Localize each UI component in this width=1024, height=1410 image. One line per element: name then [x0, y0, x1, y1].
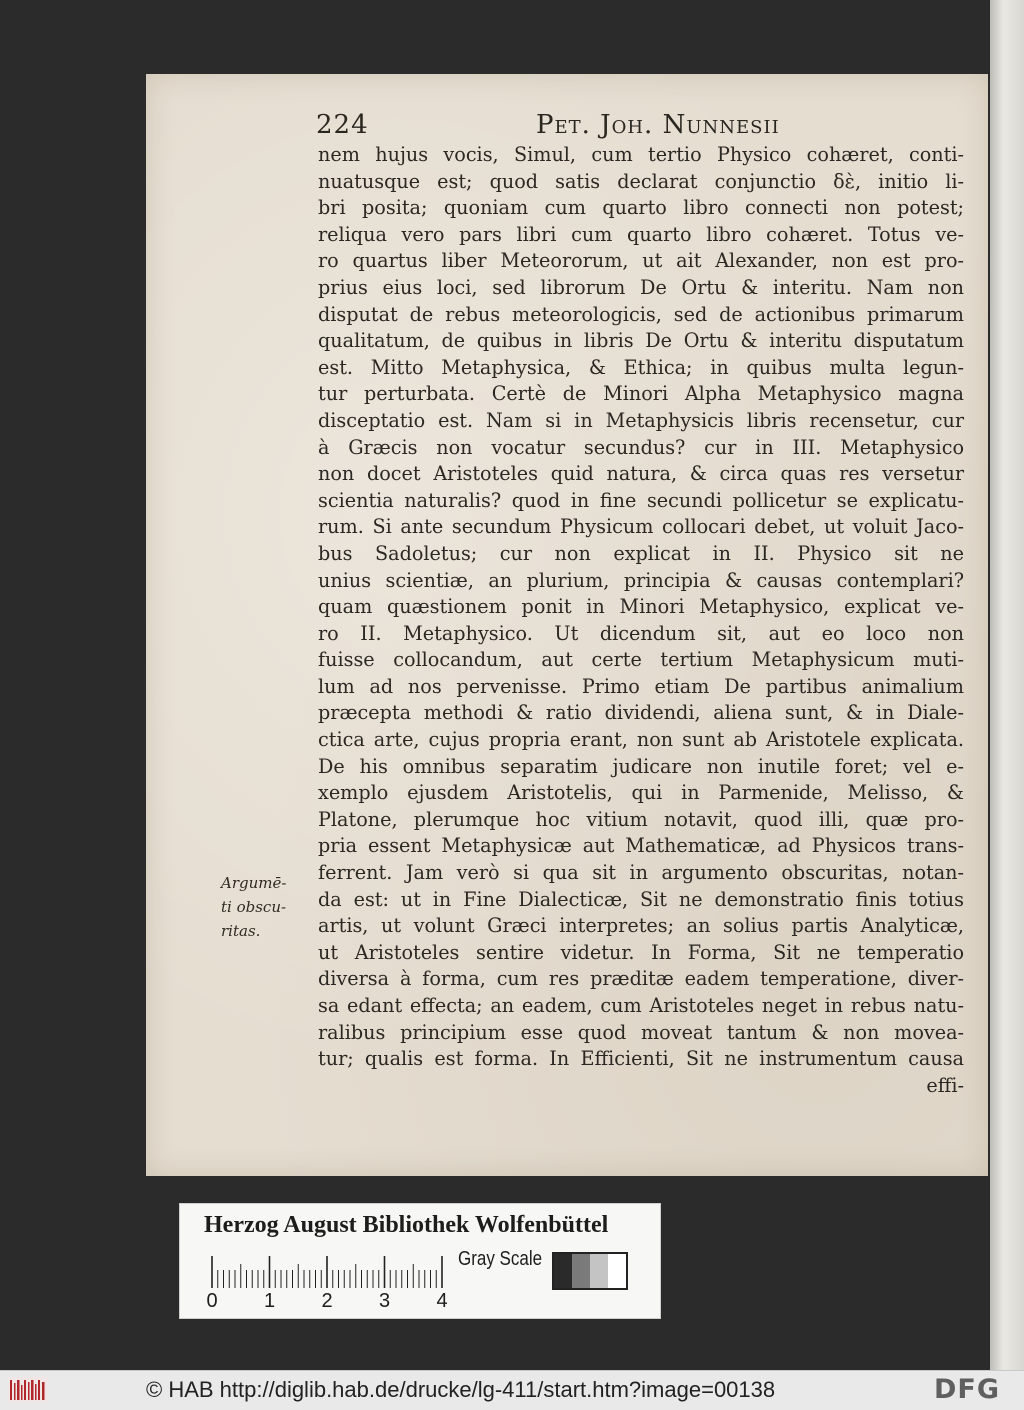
text-line: nem hujus vocis, Simul, cum tertio Physico cohæret, conti- [318, 143, 964, 166]
text-line: tur perturbata. Certè de Minori Alpha Metaphysico magna [318, 382, 964, 406]
text-line: lum ad nos pervenisse. Primo etiam De partibus animalium [318, 674, 964, 698]
text-line: prius eius loci, sed librorum De Ortu & interitu. Nam non [318, 275, 964, 299]
text-line: artis, ut volunt Græci interpretes; an solius partis Analyticæ, [318, 914, 964, 938]
running-title: Pet. Joh. Nunnesii [536, 110, 780, 140]
text-line: disputat de rebus meteorologicis, sed de actionibus primarum [318, 302, 964, 326]
text-line: ut Aristoteles sentire videtur. In Forma, Sit ne temperatio [318, 940, 964, 964]
gray-scale-label: Gray Scale [458, 1248, 543, 1270]
ruler-ticks [208, 1254, 448, 1294]
text-line: ferrent. Jam verò si qua sit in argumento obscuritas, notan- [318, 861, 964, 885]
institution-name: Herzog August Bibliothek Wolfenbüttel [204, 1212, 609, 1238]
text-line: sa edant effecta; an eadem, cum Aristoteles neget in rebus natu- [318, 994, 964, 1017]
margin-note-line: Argumē- [221, 874, 287, 892]
text-line: ralibus principium esse quod moveat tantum & non movea- [318, 1020, 964, 1044]
ruler-tick-label: 2 [321, 1290, 333, 1312]
text-line: tur; qualis est forma. In Efficienti, Sit ne instrumentum causa [318, 1047, 964, 1071]
text-line: bus Sadoletus; cur non explicat in II. Physico sit ne [318, 541, 964, 565]
text-line: nuatusque est; quod satis declarat conjunctio δὲ, initio li- [318, 169, 964, 193]
text-line: Platone, plerumque hoc vitium notavit, quod illi, quæ pro- [318, 807, 964, 831]
text-line: diversa à forma, cum res præditæ eadem temperatione, diver- [318, 967, 964, 991]
body-text [318, 142, 964, 1099]
page-number: 224 [316, 110, 369, 140]
margin-note-line: ritas. [221, 922, 261, 940]
gray-scale-swatches [552, 1252, 628, 1290]
text-line: qualitatum, de quibus in libris De Ortu & interitu disputatum [318, 329, 964, 353]
text-line: ro quartus liber Meteororum, ut ait Alexander, non est pro- [318, 249, 964, 273]
text-line: fuisse collocandum, aut certe tertium Metaphysicum muti- [318, 648, 964, 672]
gray-swatch [554, 1254, 572, 1288]
text-line: quam quæstionem ponit in Minori Metaphysico, explicat ve- [318, 595, 964, 619]
dfg-logo: DFG [934, 1374, 1001, 1405]
gray-swatch [608, 1254, 626, 1288]
gray-swatch [572, 1254, 590, 1288]
text-line: à Græcis non vocatur secundus? cur in III. Metaphysico [318, 435, 964, 459]
margin-note-line: ti obscu- [221, 898, 287, 916]
next-page-edge [990, 0, 1024, 1370]
text-line: ctica arte, cujus propria erant, non sunt ab Aristotele explicata. [318, 728, 964, 752]
text-line: disceptatio est. Nam si in Metaphysicis libris recensetur, cur [318, 408, 964, 432]
text-line: scientia naturalis? quod in fine secundi pollicetur se explicatu- [318, 488, 964, 512]
ruler-tick-label: 3 [378, 1290, 391, 1312]
text-line: non docet Aristoteles quid natura, & circa quas res versetur [318, 462, 964, 486]
ruler-tick-label: 1 [263, 1290, 276, 1312]
text-line: est. Mitto Metaphysica, & Ethica; in quibus multa legun- [318, 355, 964, 379]
color-calibration-bar [179, 1203, 661, 1319]
margin-note [221, 871, 317, 943]
ruler-tick-label: 4 [436, 1290, 448, 1312]
source-url[interactable]: © HAB http://diglib.hab.de/drucke/lg-411/start.htm?image=00138 [146, 1377, 776, 1402]
text-line: unius scientiæ, an plurium, principia & causas contemplari? [318, 568, 964, 592]
text-line: ro II. Metaphysico. Ut dicendum sit, aut eo loco non [318, 621, 964, 645]
viewer-footer [0, 1370, 1024, 1410]
text-line: effi- [926, 1073, 964, 1097]
text-line: pria essent Metaphysicæ aut Mathematicæ, ad Physicos trans- [318, 834, 964, 858]
text-line: rum. Si ante secundum Physicum collocari debet, ut voluit Jaco- [318, 515, 964, 539]
text-line: reliqua vero pars libri cum quarto libro cohæret. Totus ve- [318, 222, 964, 246]
gray-swatch [590, 1254, 608, 1288]
text-line: xemplo ejusdem Aristotelis, qui in Parmenide, Melisso, & [318, 781, 964, 805]
text-line: præcepta methodi & ratio dividendi, aliena sunt, & in Diale- [318, 701, 964, 725]
scale-ruler [208, 1254, 448, 1294]
running-head [316, 110, 976, 146]
text-line: De his omnibus separatim judicare non inutile foret; vel e- [318, 754, 964, 778]
text-line: bri posita; quoniam cum quarto libro connecti non potest; [318, 196, 964, 220]
hab-barcode-logo-icon [8, 1377, 48, 1403]
ruler-tick-label: 0 [206, 1290, 218, 1312]
text-line: da est: ut in Fine Dialecticæ, Sit ne demonstratio finis totius [318, 887, 964, 911]
